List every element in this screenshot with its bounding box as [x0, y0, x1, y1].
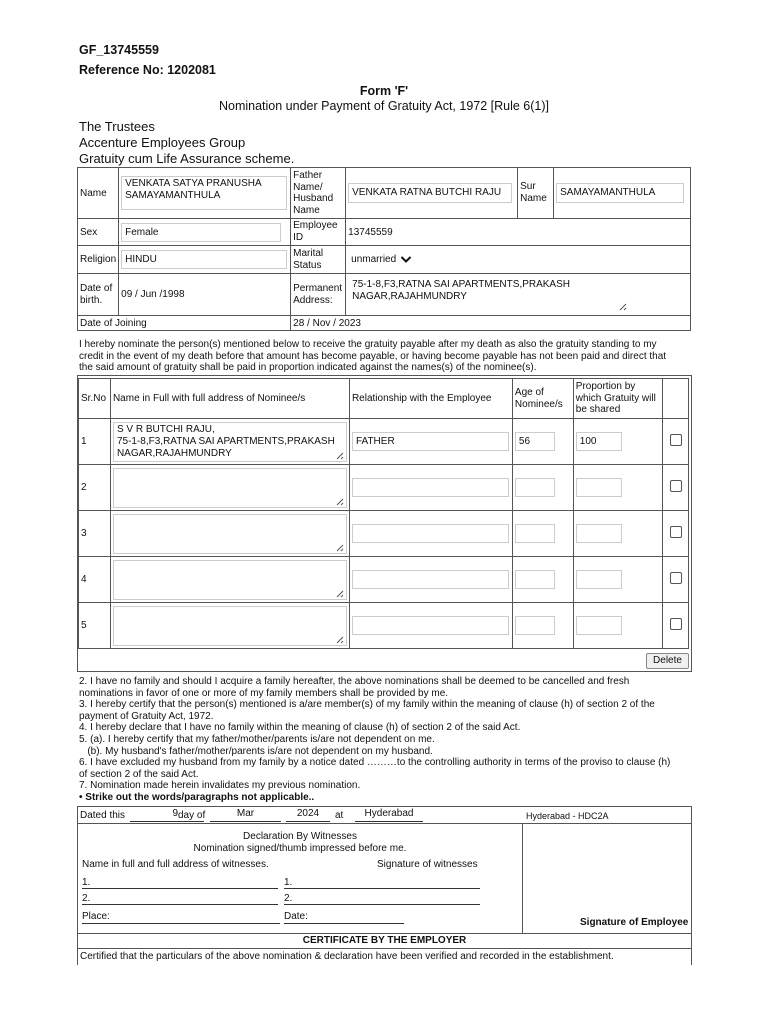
witness-signature-header: Signature of witnesses: [377, 859, 478, 870]
marital-status-select[interactable]: [348, 252, 415, 267]
father-name-cell: [346, 168, 518, 219]
witness-name-header: Name in full and full address of witnesses.: [82, 859, 269, 870]
addressee-line: Gratuity cum Life Assurance scheme.: [79, 151, 295, 166]
col-header-age: [512, 379, 573, 419]
dated-day: 9: [130, 808, 204, 822]
dated-location: Hyderabad - HDC2A: [526, 811, 609, 821]
address-cell: [346, 274, 691, 316]
marital-status-cell: [346, 246, 691, 274]
declaration-line: payment of Gratuity Act, 1972.: [79, 710, 214, 722]
form-title: Form 'F': [359, 84, 409, 98]
declaration-line: 2. I have no family and should I acquire a family hereafter, the above nominations shall be deemed to be cancelled and fresh: [79, 676, 630, 687]
witness-signature-2[interactable]: 2.: [284, 893, 480, 905]
col-header-select: [663, 379, 689, 419]
row-select-checkbox[interactable]: [670, 434, 682, 446]
col-header-relation: Relationship with the Employee: [349, 379, 512, 419]
resize-grip-icon[interactable]: [334, 542, 344, 552]
nominee-name-input[interactable]: [113, 422, 347, 462]
witness-name-1[interactable]: 1.: [82, 877, 278, 889]
name-line: SAMAYAMANTHULA: [125, 190, 221, 201]
label-line: Address:: [293, 294, 333, 306]
addressee: [79, 119, 294, 167]
table-row: [79, 557, 689, 603]
nominee-relation-input[interactable]: [352, 616, 509, 635]
row-select-cell: [663, 603, 689, 649]
table-row: [79, 511, 689, 557]
witness-date[interactable]: Date:: [284, 911, 404, 924]
nomination-paragraph: [79, 339, 691, 374]
name-label: Name: [78, 168, 119, 219]
dated-label: Dated this: [80, 810, 126, 821]
declaration-line: 5. (a). I hereby certify that my father/mother/parents is/are not dependent on me.: [79, 733, 435, 745]
nominee-proportion-input[interactable]: [576, 478, 622, 497]
witness-subtitle: Nomination signed/thumb impressed before me.: [193, 843, 407, 854]
label-line: Permanent: [293, 282, 343, 294]
row-age-cell: [512, 511, 573, 557]
religion-label: Religion: [78, 246, 119, 274]
marital-status-label: [291, 246, 346, 274]
name-input[interactable]: [121, 176, 287, 210]
address-line: NAGAR,RAJAHMUNDRY: [352, 291, 467, 302]
name-line: 75-1-8,F3,RATNA SAI APARTMENTS,PRAKASH: [116, 435, 335, 447]
row-proportion-cell: [573, 511, 662, 557]
row-select-checkbox[interactable]: [670, 618, 682, 630]
row-select-checkbox[interactable]: [670, 480, 682, 492]
nominee-relation-input[interactable]: [352, 524, 509, 543]
sex-input[interactable]: Female: [121, 223, 281, 242]
name-line: NAGAR,RAJAHMUNDRY: [116, 447, 232, 459]
table-row: [79, 465, 689, 511]
surname-cell: [554, 168, 691, 219]
nominee-name-input[interactable]: [113, 606, 347, 646]
address-input[interactable]: [348, 277, 630, 313]
dob-value: 09 / Jun /1998: [119, 274, 291, 316]
witness-section: [77, 824, 692, 934]
row-name-cell: [110, 465, 349, 511]
employee-signature-label: Signature of Employee: [580, 917, 689, 928]
declaration-line: • Strike out the words/paragraphs not applicable..: [79, 791, 315, 803]
table-row: [79, 603, 689, 649]
label-line: Father: [293, 170, 323, 181]
declaration-line: 6. I have excluded my husband from my family by a notice dated ………to the controlling authority in terms of the proviso to clause (h): [79, 757, 671, 769]
dated-row: [77, 806, 692, 824]
resize-grip-icon[interactable]: [617, 301, 627, 311]
row-srno: 4: [79, 557, 111, 603]
name-cell: [119, 168, 291, 219]
paragraph-line: I hereby nominate the person(s) mentioned below to receive the gratuity payable after my death as also the gratuity standing to my: [79, 339, 657, 350]
nominee-age-input[interactable]: [515, 524, 555, 543]
declaration-line: (b). My husband's father/mother/parents is/are not dependent on my husband.: [79, 745, 433, 757]
at-label: at: [335, 810, 344, 821]
sex-label: Sex: [78, 219, 119, 246]
employee-details-table: [77, 167, 691, 331]
nominee-age-input[interactable]: [515, 478, 555, 497]
declaration-line: of section 2 of the said Act.: [79, 768, 199, 780]
col-header-srno: Sr.No: [79, 379, 111, 419]
label-line: which Gratuity will: [575, 392, 656, 404]
row-select-checkbox[interactable]: [670, 526, 682, 538]
row-srno: 5: [79, 603, 111, 649]
row-age-cell: [512, 603, 573, 649]
row-proportion-cell: [573, 419, 662, 465]
addressee-line: The Trustees: [79, 119, 155, 134]
label-line: be shared: [575, 404, 621, 416]
dated-year: 2024: [286, 808, 330, 822]
label-line: Sur: [520, 181, 536, 192]
nominee-age-input[interactable]: [515, 570, 555, 589]
row-srno: 1: [79, 419, 111, 465]
nominee-proportion-input[interactable]: [576, 570, 622, 589]
address-label: [291, 274, 346, 316]
surname-input[interactable]: SAMAYAMANTHULA: [556, 183, 684, 203]
nominee-name-input[interactable]: [113, 468, 347, 508]
father-name-input[interactable]: VENKATA RATNA BUTCHI RAJU: [348, 183, 512, 203]
employee-id-value: 13745559: [346, 219, 691, 246]
addressee-line: Accenture Employees Group: [79, 135, 246, 150]
row-name-cell: [110, 419, 349, 465]
label-line: birth.: [80, 294, 103, 306]
row-age-cell: [512, 465, 573, 511]
row-select-checkbox[interactable]: [670, 572, 682, 584]
label-line: Employee: [293, 220, 338, 231]
address-line: 75-1-8,F3,RATNA SAI APARTMENTS,PRAKASH: [352, 279, 570, 290]
doj-value: 28 / Nov / 2023: [291, 316, 691, 331]
declarations: [79, 676, 691, 804]
row-select-cell: [663, 557, 689, 603]
dated-month: Mar: [210, 808, 281, 822]
row-age-cell: [512, 557, 573, 603]
label-line: Nominee/s: [514, 398, 563, 410]
label-line: Husband: [293, 193, 334, 204]
religion-cell: [119, 246, 291, 274]
nominee-name-input[interactable]: [113, 560, 347, 600]
dob-label: [78, 274, 119, 316]
row-proportion-cell: [573, 465, 662, 511]
nominee-proportion-input[interactable]: 100: [576, 432, 622, 451]
document-id: GF_13745559: [79, 43, 159, 57]
row-select-cell: [663, 419, 689, 465]
reference-number: Reference No: 1202081: [79, 63, 216, 77]
marital-status-value: unmarried: [351, 254, 397, 265]
resize-grip-icon[interactable]: [334, 496, 344, 506]
divider: [522, 824, 523, 933]
table-row: [79, 419, 689, 465]
father-name-label: [291, 168, 346, 219]
nominee-age-input[interactable]: [515, 616, 555, 635]
row-proportion-cell: [573, 557, 662, 603]
witness-name-2[interactable]: 2.: [82, 893, 278, 905]
row-srno: 2: [79, 465, 111, 511]
nominee-relation-input[interactable]: [352, 478, 509, 497]
declaration-line: nominations in favor of one or more of my family members shall be provided by me.: [79, 687, 449, 699]
surname-label: [518, 168, 554, 219]
row-age-cell: [512, 419, 573, 465]
nominee-age-input[interactable]: 56: [515, 432, 555, 451]
witness-signature-1[interactable]: 1.: [284, 877, 480, 889]
label-line: Status: [293, 259, 322, 271]
row-relation-cell: [349, 465, 512, 511]
witness-title: Declaration By Witnesses: [243, 831, 357, 842]
label-line: ID: [293, 232, 304, 243]
row-select-cell: [663, 465, 689, 511]
label-line: Name: [520, 193, 547, 204]
label-line: Marital: [293, 247, 324, 259]
resize-grip-icon[interactable]: [334, 450, 344, 460]
nominee-relation-input[interactable]: [352, 570, 509, 589]
paragraph-line: credit in the event of my death before that amount has become payable, or having become payable has not been paid and direct that: [79, 350, 667, 362]
label-line: Date of: [80, 282, 113, 294]
row-proportion-cell: [573, 603, 662, 649]
nominee-name-input[interactable]: [113, 514, 347, 554]
delete-button[interactable]: Delete: [646, 653, 689, 669]
form-subtitle: Nomination under Payment of Gratuity Act, 1972 [Rule 6(1)]: [218, 99, 550, 113]
nominee-proportion-input[interactable]: [576, 524, 622, 543]
col-header-proportion: [573, 379, 662, 419]
nominee-table: [78, 378, 689, 649]
witness-place[interactable]: Place:: [82, 911, 280, 924]
label-line: Proportion by: [575, 381, 636, 393]
employee-id-label: [291, 219, 346, 246]
col-header-name: Name in Full with full address of Nominee/s: [110, 379, 349, 419]
row-select-cell: [663, 511, 689, 557]
resize-grip-icon[interactable]: [334, 634, 344, 644]
row-name-cell: [110, 557, 349, 603]
label-line: Name/: [293, 181, 323, 193]
row-name-cell: [110, 603, 349, 649]
doj-label: Date of Joining: [78, 316, 291, 331]
dated-place: Hyderabad: [355, 808, 423, 822]
declaration-line: 7. Nomination made herein invalidates my previous nomination.: [79, 780, 361, 792]
resize-grip-icon[interactable]: [334, 588, 344, 598]
row-name-cell: [110, 511, 349, 557]
employer-certificate-text: Certified that the particulars of the above nomination & declaration have been verified and recorded in the establishment.: [77, 949, 692, 965]
name-line: VENKATA SATYA PRANUSHA: [125, 178, 262, 189]
row-relation-cell: [349, 603, 512, 649]
row-relation-cell: [349, 511, 512, 557]
row-relation-cell: [349, 419, 512, 465]
name-line: S V R BUTCHI RAJU,: [116, 423, 215, 435]
chevron-down-icon: [400, 255, 412, 264]
sex-cell: [119, 219, 291, 246]
day-of-label: day of: [178, 810, 206, 821]
religion-input[interactable]: HINDU: [121, 250, 287, 269]
nominee-relation-input[interactable]: FATHER: [352, 432, 509, 451]
label-line: Name: [293, 204, 320, 216]
employer-certificate-title: CERTIFICATE BY THE EMPLOYER: [77, 934, 692, 949]
row-relation-cell: [349, 557, 512, 603]
declaration-line: 3. I hereby certify that the person(s) mentioned is a/are member(s) of my family within the meaning of clause (h) of section 2 of the: [79, 699, 655, 711]
label-line: Age of: [514, 386, 544, 398]
declaration-line: 4. I hereby declare that I have no family within the meaning of clause (h) of section 2 of the said Act.: [79, 722, 521, 734]
nominee-proportion-input[interactable]: [576, 616, 622, 635]
paragraph-line: the said amount of gratuity shall be paid in proportion indicated against the names(s) of the nominee(s).: [79, 362, 537, 374]
row-srno: 3: [79, 511, 111, 557]
